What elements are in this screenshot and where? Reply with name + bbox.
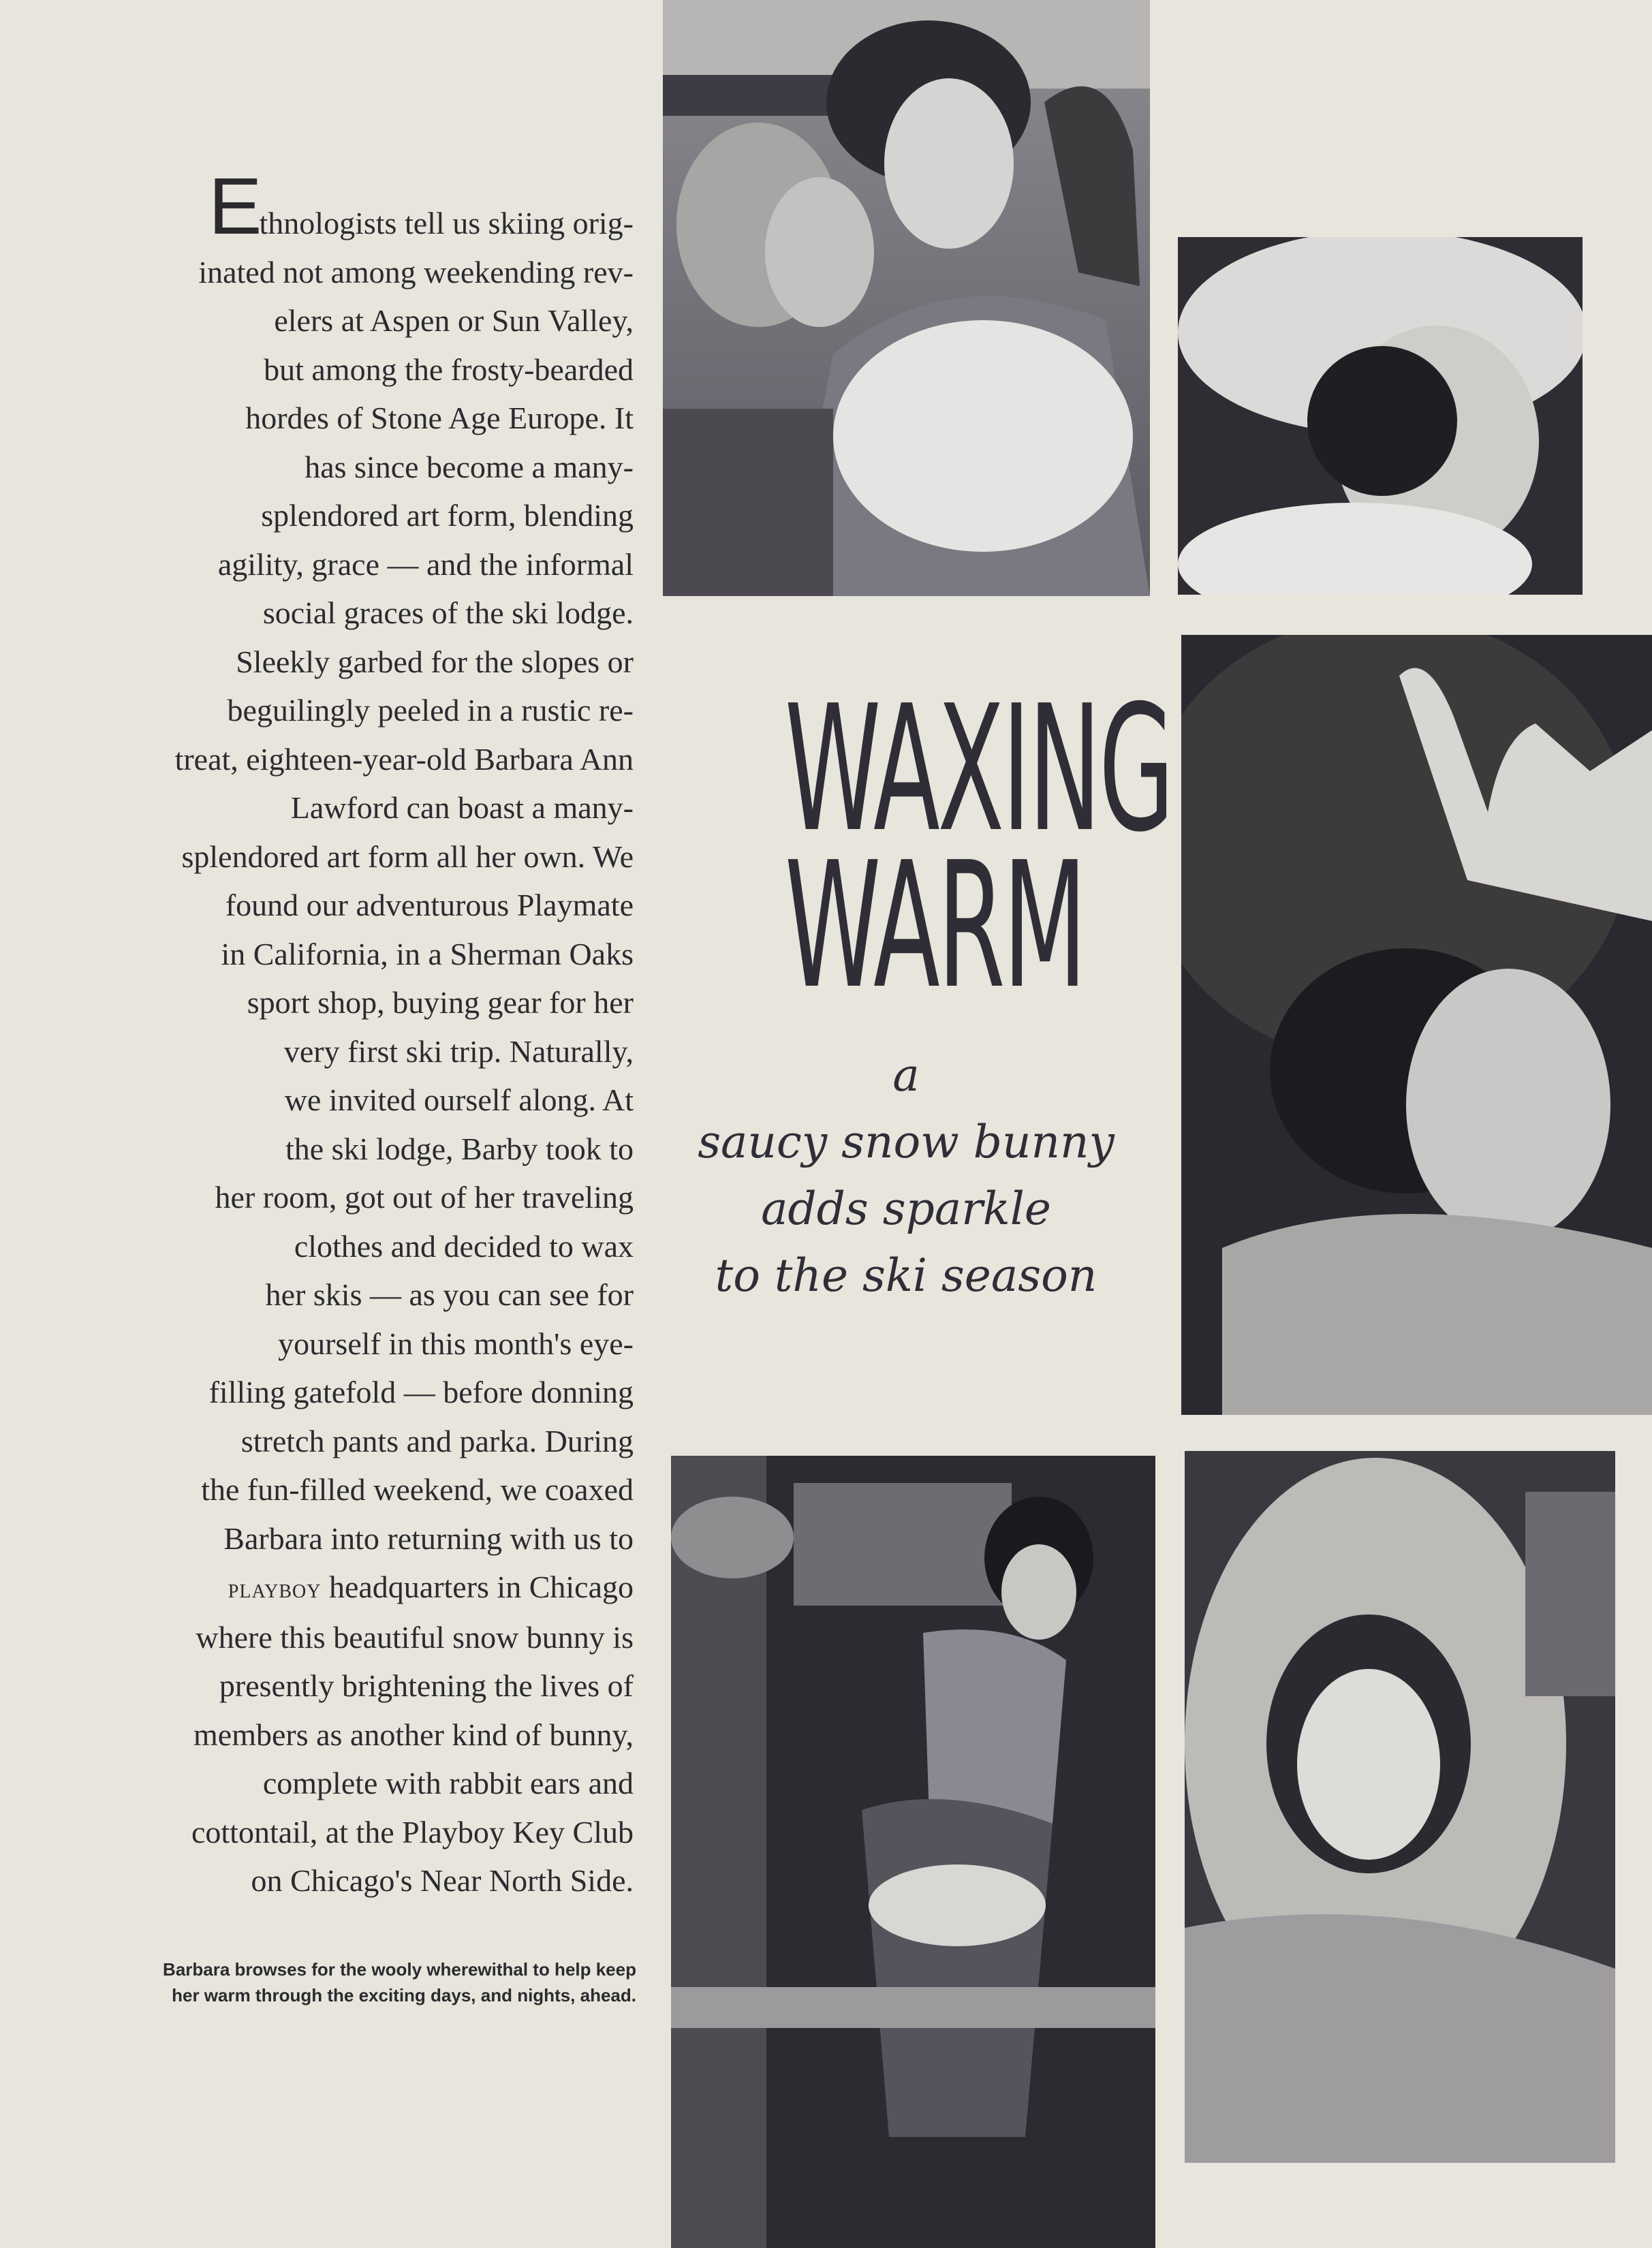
article-line: yourself in this month's eye-: [278, 1326, 634, 1361]
subhead-line-2: saucy snow bunny: [698, 1116, 1115, 1168]
article-line: clothes and decided to wax: [294, 1228, 634, 1264]
article-line: Barbara into returning with us to: [223, 1520, 634, 1556]
article-line: stretch pants and parka. During: [240, 1423, 634, 1458]
article-line: splendored art form, blending: [261, 498, 634, 533]
subhead-line-4: to the ski season: [715, 1249, 1097, 1302]
photo-dark-fur-hat: [1181, 635, 1652, 1415]
article-line: where this beautiful snow bunny is: [196, 1619, 634, 1655]
article-line: elers at Aspen or Sun Valley,: [274, 303, 634, 338]
article-line: agility, grace — and the informal: [217, 546, 634, 582]
drop-cap: E: [208, 161, 260, 251]
article-line-playboy: playboy headquarters in Chicago: [228, 1570, 634, 1604]
playboy-wordmark: playboy: [228, 1573, 322, 1604]
subhead-line-3: adds sparkle: [761, 1183, 1051, 1235]
headline: [785, 668, 1172, 1027]
article-line: has since become a many-: [305, 449, 634, 484]
headline-line-2: WARM: [785, 825, 1085, 1027]
article-line: her room, got out of her traveling: [215, 1180, 634, 1215]
article-line: the ski lodge, Barby took to: [285, 1131, 634, 1166]
article-line: found our adventurous Playmate: [225, 888, 634, 922]
article-line: on Chicago's Near North Side.: [251, 1863, 634, 1898]
article-line: beguilingly peeled in a rustic re-: [227, 693, 634, 728]
article-first-line: Ethnologists tell us skiing orig-: [208, 161, 634, 251]
article-line: we invited ourself along. At: [284, 1082, 634, 1117]
article-line: splendored art form all her own. We: [181, 839, 634, 874]
subhead-line-1: a: [892, 1049, 920, 1102]
article-line: filling gatefold — before donning: [208, 1375, 634, 1409]
photo-caption: [57, 1956, 636, 2008]
photo-knit-hood: [1185, 1451, 1615, 2163]
article-line: treat, eighteen-year-old Barbara Ann: [174, 741, 634, 777]
photo-store-fur: [663, 0, 1150, 596]
article-line: but among the frosty-bearded: [264, 352, 634, 387]
caption-line: Barbara browses for the wooly wherewithal to help keep: [163, 1959, 636, 1980]
article-line: sport shop, buying gear for her: [247, 985, 634, 1020]
caption-line: her warm through the exciting days, and nights, ahead.: [172, 1985, 636, 2005]
article-line: cottontail, at the Playboy Key Club: [191, 1814, 634, 1849]
article-line: inated not among weekending rev-: [198, 254, 634, 290]
subheadline: [674, 1042, 1138, 1309]
article-line: complete with rabbit ears and: [262, 1766, 634, 1800]
article-line: in California, in a Sherman Oaks: [221, 936, 634, 971]
article-line: social graces of the ski lodge.: [262, 595, 634, 630]
article-line: Sleekly garbed for the slopes or: [236, 644, 634, 679]
article-line: presently brightening the lives of: [219, 1668, 634, 1703]
photo-fur-hat-profile: [1178, 237, 1583, 595]
headline-line-1: WAXING: [785, 668, 1172, 871]
article-line: hordes of Stone Age Europe. It: [245, 401, 634, 435]
article-line: Lawford can boast a many-: [290, 790, 634, 825]
photo-skirt-browsing: [671, 1456, 1155, 2248]
article-line: the fun-filled weekend, we coaxed: [201, 1472, 634, 1507]
article-line: very first ski trip. Naturally,: [283, 1033, 634, 1069]
article-line: her skis — as you can see for: [265, 1277, 634, 1312]
article-line: members as another kind of bunny,: [193, 1717, 634, 1752]
article-body: [54, 161, 634, 1905]
